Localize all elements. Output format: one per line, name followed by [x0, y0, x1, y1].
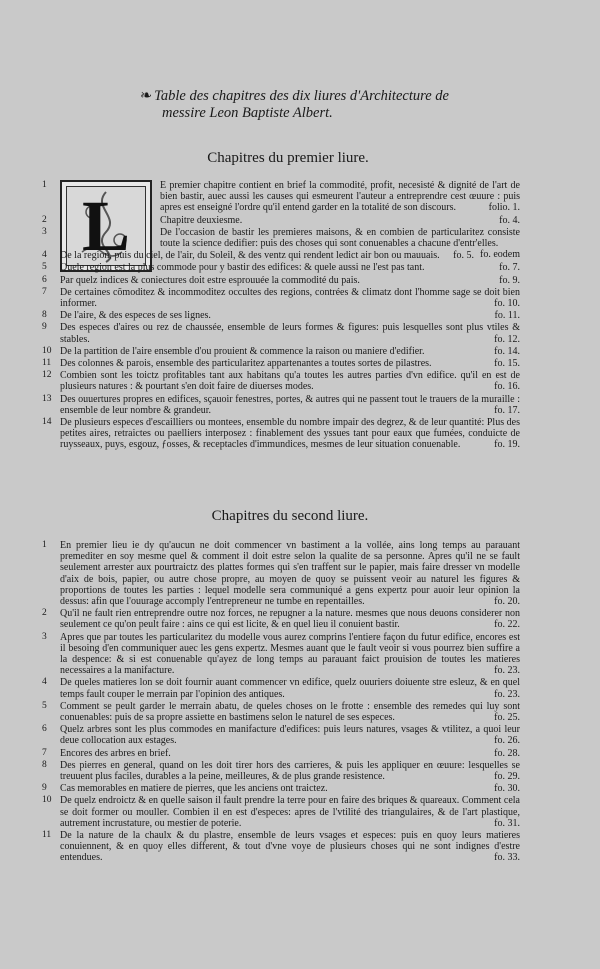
chapter-number: 11 — [42, 830, 52, 841]
chapter-number: 9 — [42, 322, 47, 333]
chapter-number: 5 — [42, 262, 47, 273]
chapter-text: Quele region est la plus commode pour y bastir des edifices: & quele aussi ne l'est pas tant. — [60, 262, 425, 274]
chapter-number: 1 — [42, 540, 47, 550]
list-item — [42, 180, 520, 214]
fleuron-icon: ❧ — [140, 88, 153, 104]
folio: folio. 1. — [488, 202, 520, 214]
folio: fo. 14. — [494, 345, 520, 357]
list-item — [42, 760, 520, 782]
list-item — [42, 215, 520, 226]
folio: fo. 10. — [494, 298, 520, 310]
folio: fo. 25. — [494, 712, 520, 724]
list-item — [42, 250, 520, 261]
chapter-number: 1 — [42, 180, 47, 190]
folio: fo. 23. — [494, 688, 520, 700]
list-item — [42, 724, 520, 746]
chapter-number: 7 — [42, 286, 47, 297]
chapter-number: 2 — [42, 214, 47, 225]
list-item — [42, 795, 520, 829]
chapter-number: 10 — [42, 795, 52, 806]
folio: fo. 33. — [494, 852, 520, 864]
chapter-number: 12 — [42, 370, 52, 381]
list-item — [42, 677, 520, 699]
chapter-text: Combien sont les toictz profitables tant aux habitans qu'a toutes les autres parties d'vn edifice. qu'il en est de plusieurs natures : & pourtant s'en doit faire de diuerses modes. — [60, 370, 520, 393]
folio: fo. 4. — [499, 214, 520, 226]
folio: fo. 12. — [494, 333, 520, 345]
chapter-text: De plusieurs especes d'escailliers ou montees, ensemble du nombre impair des degrez, & de leur quantité: Plus des petites aires, retraictes ou paelliers interposez : finablement des yssues tant pour eaux que fumées, conduicte de ruysseaux, puys, esgouz, ƒosses, & receptacles d'immundices, mesmes de leur situation conuenable. — [60, 417, 520, 451]
chapter-text: Des ouuertures propres en edifices, sçauoir fenestres, portes, & autres qui ne passent tout le trauers de la muraille : ensemble de leur nombre & grandeur. — [60, 393, 520, 416]
chapter-number: 2 — [42, 608, 47, 619]
section-heading-book-2: Chapitres du second liure. — [211, 508, 369, 524]
list-item — [42, 322, 520, 344]
chapter-text: Comment se peult garder le merrain abatu, de queles choses on le frotte : ensemble des remedes qui luy sont conuenables: puis de sa propre assiette en bastimens selon le naturel de ses especes. — [60, 700, 520, 724]
chapter-text: Des pierres en general, quand on les doit tirer hors des carrieres, & puis les appliquer en œuure: lesquelles se treuuent plus faciles, durables a la peine, meilleures, & de plus grande resistence. — [60, 759, 520, 783]
list-item — [42, 287, 520, 309]
list-item — [42, 608, 520, 630]
chapter-text: En premier lieu ie dy qu'aucun ne doit commencer vn bastiment a la vollée, ains long temps au parauant premediter en soy mesme quel & comment il doit estre selon la qualite de sa personne. Apres qu'il ne se fault seulement arrester aux pourtraictz des plattes formes qui s'en traffent sur le papier, mais faire dresser vn modelle d'aix de bois, papier, ou autre chose propre, au moyen de quoy se puissent veoir au naturel les figures & proportions de toutes les parties : lequel modelle sera communiqué a gens expertz pour auoir leur opinion la dessus: afin que l'ouurage accomply l'entrepreneur ne tumbe en repentailles. — [60, 540, 520, 608]
chapter-text: Quelz arbres sont les plus commodes en manifacture d'edifices: puis leurs natures, vsages & vtilitez, a quoi leur deue collocation aux estages. — [60, 724, 520, 747]
folio: fo. 28. — [494, 747, 520, 759]
chapter-number: 9 — [42, 783, 47, 794]
chapter-number: 3 — [42, 226, 47, 237]
chapter-number: 8 — [42, 759, 47, 770]
list-item — [42, 417, 520, 451]
chapter-text: Des colonnes & parois, ensemble des particularitez appartenantes a toutes sortes de pilastres. — [60, 358, 432, 370]
chapter-text: Qu'il ne fault rien entreprendre outre noz forces, ne repugner a la nature. mesmes que nous deuons considerer non seulement ce qu'on peult faire : ains ce qui est licite, & en quel lieu il conuient bastir. — [60, 608, 520, 631]
chapter-number: 6 — [42, 274, 47, 285]
list-item — [42, 830, 520, 864]
list-item — [42, 748, 520, 759]
chapter-text: E premier chapitre contient en brief la commodité, profit, necesisté & dignité de l'art de bien bastir, auec aussi les causes qui esmeurent l'auteur a entreprendre cest œuure : puis apres est enseigné l'ordre qu'il entend garder en la totalité de son discours. — [160, 180, 520, 214]
list-item — [42, 394, 520, 416]
chapter-text: Encores des arbres en brief. — [60, 747, 171, 759]
list-item — [42, 701, 520, 723]
list-item — [42, 370, 520, 392]
folio: fo. 16. — [494, 381, 520, 393]
folio: fo. 22. — [494, 619, 520, 631]
chapter-list-book-1 — [42, 180, 520, 452]
folio: fo. eodem — [480, 249, 520, 261]
chapter-number: 11 — [42, 358, 52, 369]
chapter-number: 4 — [42, 677, 47, 688]
chapter-number: 14 — [42, 417, 52, 428]
folio: fo. 7. — [499, 262, 520, 274]
folio: fo. 26. — [494, 735, 520, 747]
chapter-number: 5 — [42, 700, 47, 711]
chapter-text: De l'occasion de bastir les premieres maisons, & en combien de particularitez consiste toute la science dedifier: puis des choses qui sont conuenables a chacune d'entr'elles. — [160, 226, 520, 250]
folio: fo. 17. — [494, 404, 520, 416]
chapter-number: 3 — [42, 631, 47, 642]
list-item — [42, 540, 520, 607]
title-line-1: Table des chapitres des dix liures d'Architecture de — [154, 88, 449, 104]
chapter-number: 4 — [42, 250, 47, 261]
folio: fo. 30. — [494, 783, 520, 795]
chapter-text: De quelz endroictz & en quelle saison il fault prendre la terre pour en faire des briques & quareaux. Comment cela se doit former ou mouller. Combien il en est d'especes: apres de l'vtilité des triangulaires, & de l'art plastique, autrement incrustature, ou mestier de poterie. — [60, 795, 520, 829]
title-line-2: messire Leon Baptiste Albert. — [162, 105, 333, 121]
chapter-text: De la nature de la chaulx & du plastre, ensemble de leurs vsages et especes: puis en quoy leurs matieres conuiennent, & en quoy elles different, & tout d'vne voye de plusieurs choses qui ne sont indignes d'estre entendues. — [60, 830, 520, 864]
chapter-text: De la partition de l'aire ensemble d'ou prouient & commence la raison ou maniere d'edifier. — [60, 345, 425, 357]
decorated-initial-L-icon: L — [60, 180, 152, 272]
folio: fo. 9. — [499, 274, 520, 286]
chapter-number: 6 — [42, 724, 47, 735]
chapter-text: De certaines cõmoditez & incommoditez occultes des regions, contrées & climatz dont l'homme sage se doit bien informer. — [60, 286, 520, 310]
list-item — [42, 310, 520, 321]
chapter-number: 8 — [42, 310, 47, 321]
chapter-text: Chapitre deuxiesme. — [160, 214, 243, 226]
folio: fo. 5. — [453, 250, 474, 262]
list-item — [42, 632, 520, 677]
folio: fo. 29. — [494, 771, 520, 783]
list-item — [42, 262, 520, 273]
chapter-text: Des especes d'aires ou rez de chaussée, ensemble de leurs formes & figures: puis lesquelles sont plus vtiles & stables. — [60, 322, 520, 345]
chapter-number: 10 — [42, 345, 52, 356]
list-item — [42, 275, 520, 286]
page-title — [140, 88, 470, 122]
folio: fo. 11. — [494, 310, 520, 322]
folio: fo. 23. — [494, 665, 520, 677]
chapter-text: De queles matieres lon se doit fournir auant commencer vn edifice, quelz ouuriers doiuente stre esleuz, & en quel temps fault couper le merrain par l'opinion des antiques. — [60, 677, 520, 700]
chapter-list-book-2 — [42, 540, 520, 865]
chapter-text: Apres que par toutes les particularitez du modelle vous aurez comprins l'entiere façon du futur edifice, encores est il besoing d'en communiquer auec les gens expertz. Mesmes auant que le fault veoir si vous pourrez bien suffire a la despence: & si est conuenable qu'ayez de long temps au parauant faict prouision de toutes les matieres necessaires a la manifacture. — [60, 631, 520, 677]
list-item — [42, 783, 520, 794]
chapter-number: 7 — [42, 747, 47, 758]
chapter-number: 13 — [42, 393, 52, 404]
folio: fo. 19. — [494, 439, 520, 451]
list-item — [42, 346, 520, 357]
folio: fo. 31. — [494, 817, 520, 829]
chapter-text: De la region, puis du ciel, de l'air, du Soleil, & des ventz qui rendent ledict air bon ou mauuais. — [60, 250, 440, 262]
folio: fo. 20. — [494, 596, 520, 608]
section-heading-book-1: Chapitres du premier liure. — [207, 150, 369, 166]
folio: fo. 15. — [494, 358, 520, 370]
list-item — [42, 358, 520, 369]
chapter-text: Cas memorables en matiere de pierres, que les anciens ont traictez. — [60, 783, 328, 795]
chapter-text: Par quelz indices & coniectures doit estre esprouuée la commodité du pais. — [60, 274, 360, 286]
chapter-text: De l'aire, & des especes de ses lignes. — [60, 310, 211, 322]
